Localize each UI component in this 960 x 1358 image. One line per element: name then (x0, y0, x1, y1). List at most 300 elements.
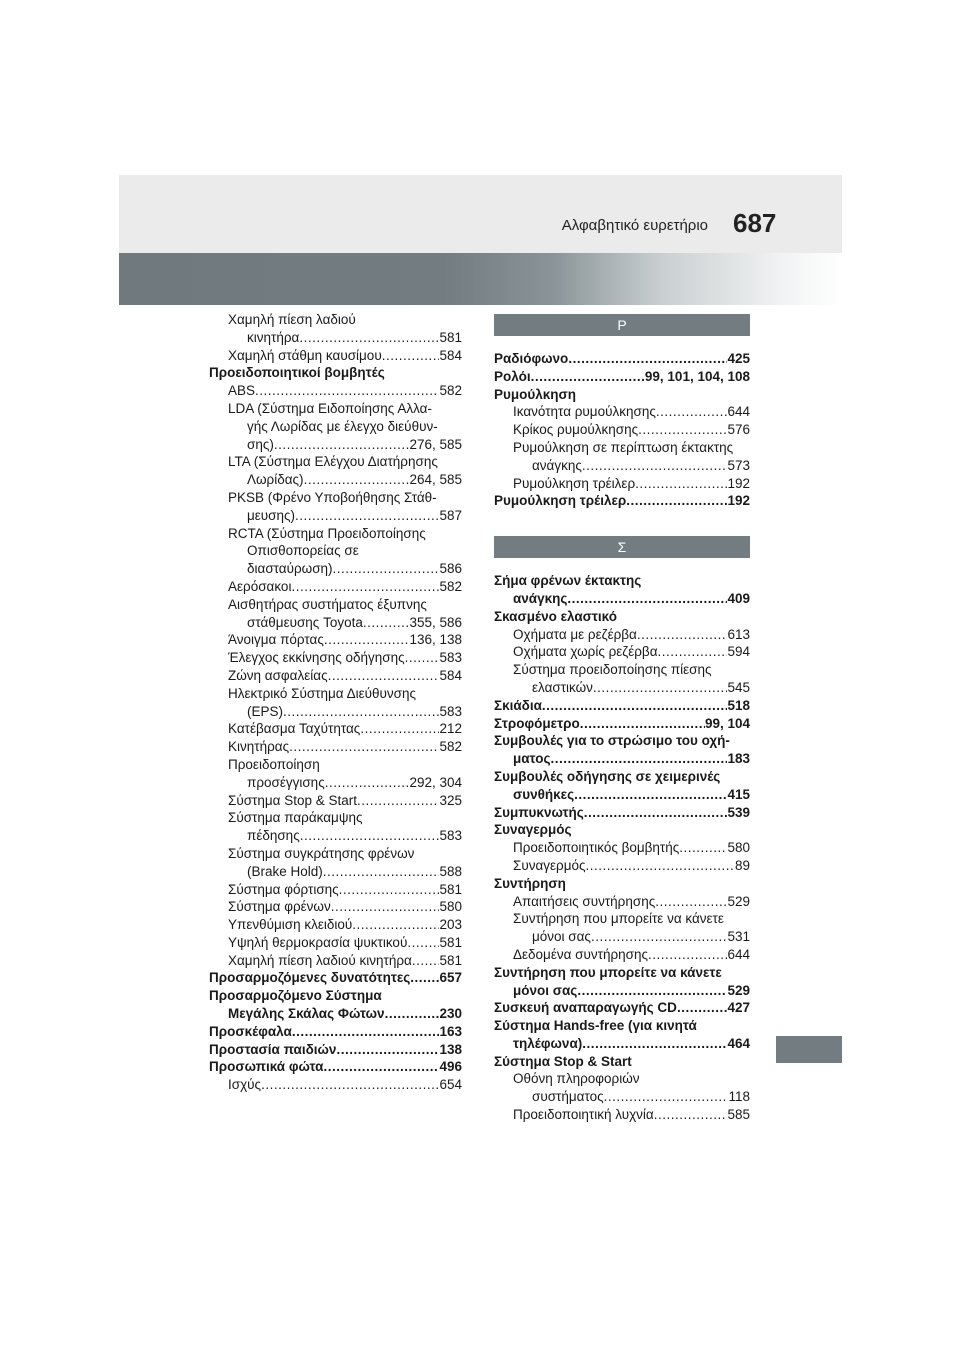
index-entry-line (494, 608, 750, 626)
index-term: Σύστημα Stop & Start (494, 1053, 632, 1069)
index-entry-line: Συμβουλές οδήγησης σε χειμερινές (494, 768, 721, 784)
index-entry (494, 492, 750, 510)
page-reference: 163 (439, 1023, 462, 1039)
page-reference: 581 (439, 952, 462, 968)
index-entry (209, 1076, 462, 1094)
index-entry-line (494, 590, 750, 608)
index-entry-line (513, 643, 750, 661)
index-entry (209, 525, 462, 578)
dot-leader (567, 590, 727, 608)
index-entry-line (494, 999, 750, 1017)
index-entry-line (228, 507, 462, 525)
dot-leader (586, 857, 735, 875)
index-entry-line (228, 720, 462, 738)
page-reference: 613 (727, 626, 750, 642)
page-reference: 264, 585 (409, 472, 462, 488)
dot-leader (323, 863, 440, 881)
page-reference: 531 (727, 929, 750, 945)
page-reference: 529 (727, 893, 750, 909)
index-entry (209, 845, 462, 881)
index-entry (209, 453, 462, 489)
dot-leader (648, 946, 727, 964)
index-entry-line (228, 667, 462, 685)
dot-leader (357, 792, 439, 810)
dot-leader (582, 1035, 727, 1053)
index-entry (494, 999, 750, 1017)
page-reference: 594 (727, 644, 750, 660)
index-term: Προσωπικά φώτα (209, 1059, 324, 1075)
dot-leader (591, 928, 728, 946)
page-reference: 138 (439, 1041, 462, 1057)
dot-leader (325, 774, 410, 792)
index-entry-line (494, 821, 750, 839)
dot-leader (299, 329, 439, 347)
index-term: Σύστημα φρένων (228, 899, 331, 915)
dot-leader (656, 403, 728, 421)
page-reference: 583 (439, 703, 462, 719)
index-entry (494, 475, 750, 493)
index-entry (209, 400, 462, 453)
index-entry (209, 916, 462, 934)
index-entry (494, 386, 750, 404)
dot-leader (637, 626, 728, 644)
dot-leader (638, 421, 727, 439)
dot-leader (291, 578, 439, 596)
index-entry (209, 382, 462, 400)
index-entry-line (228, 329, 462, 347)
index-entry-line: Σύστημα Hands-free (για κινητά (494, 1018, 697, 1034)
index-entry-line (513, 928, 750, 946)
index-entry (494, 946, 750, 964)
dot-leader (292, 1023, 440, 1041)
index-term: Προσκέφαλα (209, 1023, 292, 1039)
index-entry-line (228, 436, 462, 454)
page-reference: 545 (727, 679, 750, 695)
index-entry-line: Ηλεκτρικό Σύστημα Διεύθυνσης (228, 685, 417, 701)
page-reference: 192 (727, 475, 750, 491)
index-entry (209, 596, 462, 632)
page-reference: 409 (727, 590, 750, 606)
dot-leader (385, 1005, 440, 1023)
page-reference: 654 (439, 1077, 462, 1093)
index-term: ABS (228, 383, 256, 399)
index-term: τηλέφωνα) (513, 1035, 583, 1051)
page-reference: 415 (727, 786, 750, 802)
index-term: ανάγκης (513, 590, 568, 606)
index-term: συνθήκες (513, 786, 575, 802)
index-entry-line (209, 1005, 462, 1023)
page-reference: 427 (727, 1000, 750, 1016)
dot-leader (568, 350, 727, 368)
index-entry-line: Συντήρηση που μπορείτε να κάνετε (494, 964, 722, 980)
index-entry (209, 969, 462, 987)
page-reference: 581 (439, 329, 462, 345)
index-entry-line (228, 881, 462, 899)
index-entry-line (494, 697, 750, 715)
index-entry-line (228, 863, 462, 881)
index-entry (494, 350, 750, 368)
index-term: (EPS) (247, 703, 284, 719)
page-reference: 583 (439, 828, 462, 844)
index-term: Άνοιγμα πόρτας (228, 632, 324, 648)
dot-leader (582, 457, 728, 475)
page-reference: 89 (734, 857, 750, 873)
index-term: μόνοι σας (532, 929, 591, 945)
index-entry (209, 578, 462, 596)
index-entry (209, 649, 462, 667)
dot-leader (363, 614, 410, 632)
index-term: ανάγκης (532, 457, 582, 473)
index-entry (209, 792, 462, 810)
index-term: Δεδομένα συντήρησης (513, 946, 648, 962)
page-reference: 276, 585 (409, 436, 462, 452)
index-column-right (494, 314, 750, 1124)
index-term: Προειδοποιητικοί βομβητές (209, 365, 385, 381)
dot-leader (274, 436, 410, 454)
index-entry-line (494, 1053, 750, 1071)
index-term: Προειδοποιητικός βομβητής (513, 840, 680, 856)
index-term: σης) (247, 436, 274, 452)
index-entry (494, 1017, 750, 1053)
dot-leader (324, 631, 410, 649)
index-term: Κινητήρας (228, 739, 290, 755)
dot-leader (382, 347, 440, 365)
page-reference: 580 (439, 899, 462, 915)
index-entry (209, 1023, 462, 1041)
index-term: Συσκευή αναπαραγωγής CD (494, 1000, 677, 1016)
dot-leader (323, 1058, 439, 1076)
index-entry-line (494, 750, 750, 768)
index-entry-line (494, 386, 750, 404)
index-term: Ικανότητα ρυμούλκησης (513, 404, 656, 420)
index-entry (494, 1070, 750, 1106)
dot-leader (577, 982, 727, 1000)
index-entry (494, 608, 750, 626)
index-entry (209, 809, 462, 845)
index-entry (494, 821, 750, 839)
index-entry (494, 661, 750, 697)
page-reference: 584 (439, 347, 462, 363)
page-number: 687 (733, 208, 777, 238)
index-entry-line (209, 1058, 462, 1076)
page-reference: 588 (439, 863, 462, 879)
page-reference: 586 (439, 561, 462, 577)
index-entry (209, 667, 462, 685)
dot-leader (550, 750, 727, 768)
section-header-rho: Ρ (494, 314, 750, 336)
index-entry-line (494, 715, 750, 733)
index-entry-line (494, 786, 750, 804)
index-entry-line (513, 475, 750, 493)
page-reference: 585 (727, 1107, 750, 1123)
index-entry-line: PKSB (Φρένο Υποβοήθησης Στάθ- (228, 489, 437, 505)
page-reference: 118 (728, 1089, 750, 1105)
index-term: Ρυμούλκηση (494, 386, 576, 402)
index-entry (209, 364, 462, 382)
index-entry-line: Σύστημα παράκαμψης (228, 810, 363, 826)
index-term: Οχήματα με ρεζέρβα (513, 626, 637, 642)
index-term: Ραδιόφωνο (494, 351, 569, 366)
index-entry-line (228, 738, 462, 756)
index-entry-line: LTA (Σύστημα Ελέγχου Διατήρησης (228, 454, 438, 470)
index-entry-line: Προειδοποίηση (228, 756, 320, 772)
index-entry-line (228, 1076, 462, 1094)
index-entry-line (513, 1088, 750, 1106)
index-entry-line (228, 631, 462, 649)
index-entry-line (494, 804, 750, 822)
index-term: Σκιάδια (494, 697, 542, 713)
page-reference: 587 (439, 507, 462, 523)
index-term: Συναγερμός (494, 822, 572, 838)
index-entry-line: Χαμηλή πίεση λαδιού (228, 312, 356, 327)
index-entry-line: Οπισθοπορείας σε (247, 543, 359, 559)
index-term: μόνοι σας (513, 982, 578, 998)
index-term: Σύστημα Stop & Start (228, 792, 358, 808)
page-reference: 529 (727, 982, 750, 998)
index-entry-line (513, 679, 750, 697)
index-entry-line (228, 916, 462, 934)
index-term: Κατέβασμα Ταχύτητας (228, 721, 361, 737)
index-entry (494, 368, 750, 386)
dot-leader (655, 893, 727, 911)
index-entry-line (228, 578, 462, 596)
index-entry-line: Ρυμούλκηση σε περίπτωση έκτακτης (513, 439, 734, 455)
index-term: κινητήρα (247, 329, 300, 345)
page-reference: 583 (439, 650, 462, 666)
index-term: Χαμηλή πίεση λαδιού κινητήρα (228, 952, 412, 968)
dot-leader (542, 697, 728, 715)
dot-leader (679, 839, 727, 857)
index-entry-line (494, 368, 750, 386)
index-entry-line (513, 946, 750, 964)
index-entry-line (513, 403, 750, 421)
index-term: προσέγγισης (247, 774, 325, 790)
index-entry-line (209, 1041, 462, 1059)
index-entry-line: Σύστημα προειδοποίησης πίεσης (513, 662, 712, 678)
index-entry-line (228, 471, 462, 489)
dot-leader (531, 368, 645, 386)
index-entry (494, 875, 750, 893)
index-entry-line (209, 364, 462, 382)
index-term: (Brake Hold) (247, 863, 323, 879)
dot-leader (333, 560, 440, 578)
dot-leader (658, 643, 728, 661)
index-entry (494, 643, 750, 661)
index-term: Ισχύς (228, 1077, 262, 1093)
index-entry-line (228, 614, 462, 632)
dot-leader (626, 492, 727, 510)
page-reference: 136, 138 (409, 632, 462, 648)
page-reference: 230 (439, 1006, 462, 1022)
page-reference: 203 (439, 917, 462, 933)
index-term: Ρυμούλκηση τρέιλερ (513, 475, 636, 491)
index-term: Ζώνη ασφαλείας (228, 667, 328, 683)
page-reference: 576 (727, 422, 750, 438)
index-entry-line (228, 952, 462, 970)
page-reference: 325 (439, 792, 462, 808)
index-entry-line (228, 934, 462, 952)
page-reference: 464 (727, 1035, 750, 1051)
index-term: διασταύρωση) (247, 561, 333, 577)
index-entry-line (228, 792, 462, 810)
index-term: Ρολόι (494, 368, 531, 384)
index-entry (494, 804, 750, 822)
index-entry (494, 626, 750, 644)
dot-leader (580, 715, 705, 733)
dot-leader (574, 786, 727, 804)
index-entry (494, 572, 750, 608)
dot-leader (360, 720, 439, 738)
index-term: ματος (513, 751, 551, 767)
page-reference: 657 (439, 970, 462, 986)
index-term: Οχήματα χωρίς ρεζέρβα (513, 644, 658, 660)
index-term: Προστασία παιδιών (209, 1041, 337, 1057)
index-entry (209, 1058, 462, 1076)
header-title: Αλφαβητικό ευρετήριο (561, 217, 708, 234)
page-reference: 644 (727, 946, 750, 962)
dot-leader (255, 382, 439, 400)
page-reference: 644 (727, 404, 750, 420)
page-reference: 183 (727, 751, 750, 767)
index-term: Συναγερμός (513, 857, 586, 873)
dot-leader (604, 1088, 729, 1106)
index-entry-line: γής Λωρίδας με έλεγχο διεύθυν- (247, 418, 438, 434)
index-term: Συντήρηση (494, 875, 566, 891)
index-entry (209, 952, 462, 970)
index-entry (209, 685, 462, 721)
page-reference: 539 (727, 804, 750, 820)
index-entry-line (494, 1035, 750, 1053)
index-side-tab (776, 1036, 842, 1063)
index-term: Κρίκος ρυμούλκησης (513, 422, 639, 438)
page-reference: 518 (727, 697, 750, 713)
page-reference: 580 (727, 840, 750, 856)
dot-leader (407, 934, 439, 952)
page-reference: 582 (439, 739, 462, 755)
index-entry-line (228, 827, 462, 845)
index-entry-line (513, 839, 750, 857)
index-entry-line (513, 893, 750, 911)
index-term: Υπενθύμιση κλειδιού (228, 917, 353, 933)
index-entry (209, 347, 462, 365)
page-reference: 99, 104 (704, 715, 750, 731)
index-entry-line (228, 347, 462, 365)
page-reference: 355, 586 (409, 614, 462, 630)
index-term: Χαμηλή στάθμη καυσίμου (228, 347, 382, 363)
index-entry-line: Συμβουλές για το στρώσιμο του οχή- (494, 733, 730, 749)
index-entry-line (228, 774, 462, 792)
index-entry (209, 898, 462, 916)
index-entry-line (513, 857, 750, 875)
page-reference: 496 (439, 1059, 462, 1075)
index-term: Απαιτήσεις συντήρησης (513, 893, 656, 909)
index-term: ελαστικών (532, 679, 593, 695)
dot-leader (412, 952, 440, 970)
index-entry (209, 631, 462, 649)
index-entry-line (228, 560, 462, 578)
index-term: Μεγάλης Σκάλας Φώτων (228, 1006, 385, 1022)
index-entry-line (209, 1023, 462, 1041)
index-entry (209, 881, 462, 899)
index-term: Λωρίδας) (247, 472, 304, 488)
index-term: Ρυμούλκηση τρέιλερ (494, 493, 627, 509)
page-reference: 582 (439, 578, 462, 594)
index-entry (209, 756, 462, 792)
index-entry (494, 697, 750, 715)
index-entry (209, 738, 462, 756)
index-term: Προσαρμοζόμενες δυνατότητες (209, 970, 411, 986)
dot-leader (677, 999, 728, 1017)
index-term: πέδησης (247, 828, 300, 844)
dot-leader (300, 827, 440, 845)
dot-leader (584, 804, 728, 822)
index-column-left (209, 311, 462, 1094)
index-entry-line (228, 649, 462, 667)
index-term: Έλεγχος εκκίνησης οδήγησης (228, 650, 405, 666)
index-entry-line: Σήμα φρένων έκτακτης (494, 573, 642, 589)
index-entry (494, 403, 750, 421)
dot-leader (405, 649, 440, 667)
dot-leader (289, 738, 439, 756)
index-entry (494, 857, 750, 875)
index-entry (494, 839, 750, 857)
header-band (119, 253, 842, 305)
index-entry (494, 421, 750, 439)
index-entry-line (494, 492, 750, 510)
page-reference: 292, 304 (409, 774, 462, 790)
dot-leader (339, 881, 440, 899)
index-entry (209, 489, 462, 525)
index-entry-line: Οθόνη πληροφοριών (513, 1071, 640, 1087)
index-entry-line (494, 350, 750, 368)
index-entry (209, 311, 462, 347)
index-term: συστήματος (532, 1089, 604, 1105)
dot-leader (328, 667, 440, 685)
page-reference: 192 (727, 493, 750, 509)
index-entry-line (228, 898, 462, 916)
index-entry (494, 439, 750, 475)
dot-leader (304, 471, 410, 489)
index-entry-line (513, 1106, 750, 1124)
index-entry-line: Σύστημα συγκράτησης φρένων (228, 845, 415, 861)
index-entry (209, 934, 462, 952)
dot-leader (593, 679, 728, 697)
index-entry-line: RCTA (Σύστημα Προειδοποίησης (228, 525, 426, 541)
index-entry (494, 893, 750, 911)
section-rho-entries (494, 350, 750, 510)
dot-leader (352, 916, 439, 934)
page-reference: 212 (439, 721, 462, 737)
index-entry-line (494, 982, 750, 1000)
index-entry (494, 1106, 750, 1124)
index-entry-line: LDA (Σύστημα Ειδοποίησης Αλλα- (228, 400, 432, 416)
section-spacer (494, 510, 750, 536)
page-reference: 425 (727, 351, 750, 366)
dot-leader (283, 703, 439, 721)
index-term: Υψηλή θερμοκρασία ψυκτικού (228, 934, 408, 950)
index-term: Συμπυκνωτής (494, 804, 584, 820)
index-term: Προειδοποιητική λυχνία (513, 1107, 654, 1123)
dot-leader (410, 969, 439, 987)
index-entry (494, 964, 750, 1000)
dot-leader (331, 898, 440, 916)
index-entry-line (494, 875, 750, 893)
index-entry (494, 1053, 750, 1071)
index-entry-line (228, 382, 462, 400)
index-entry (494, 732, 750, 768)
page-reference: 573 (727, 457, 750, 473)
index-entry (209, 1041, 462, 1059)
